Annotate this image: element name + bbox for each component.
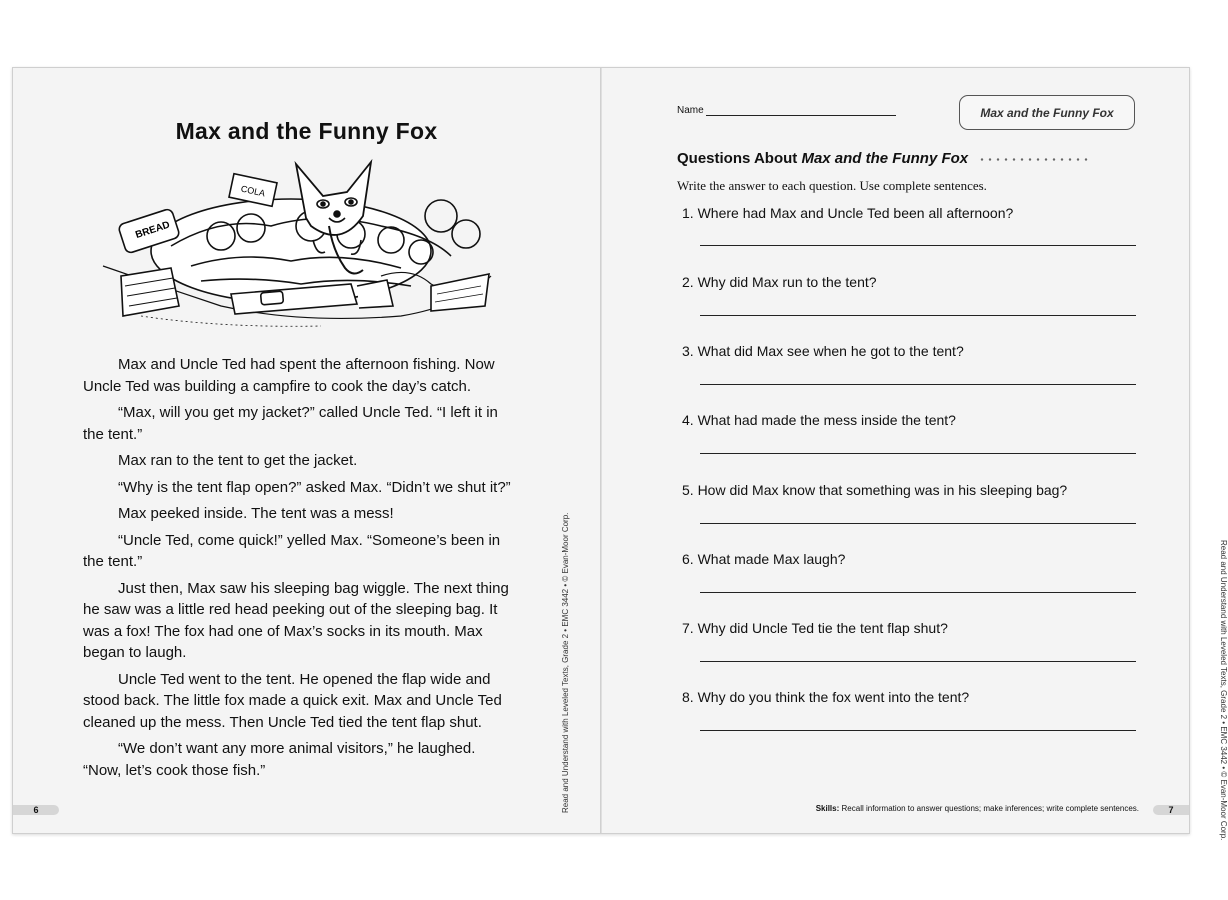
skills-footer bbox=[816, 804, 1139, 813]
questions-heading-prefix: Questions About bbox=[677, 150, 798, 167]
name-field bbox=[677, 105, 896, 116]
story-paragraph: “Uncle Ted, come quick!” yelled Max. “Someone’s been in the tent.” bbox=[83, 531, 501, 570]
questions-heading-title: Max and the Funny Fox bbox=[801, 150, 969, 167]
answer-line bbox=[700, 245, 1136, 246]
story-paragraph: Uncle Ted went to the tent. He opened the flap wide and stood back. The little fox made a quick exit. Max and Uncle Ted cleaned up the mess. Then Uncle Ted tied the tent flap shut. bbox=[83, 670, 502, 731]
left-copyright-credit: Read and Understand with Leveled Texts, Grade 2 • EMC 3442 • © Evan-Moor Corp. bbox=[561, 512, 570, 813]
story-paragraph: “We don’t want any more animal visitors,” he laughed. “Now, let’s cook those fish.” bbox=[83, 740, 476, 779]
bread-bag-label: BREAD bbox=[134, 219, 172, 242]
left-page bbox=[13, 68, 600, 833]
question: 3. What did Max see when he got to the tent? bbox=[682, 343, 964, 359]
story-paragraph: “Max, will you get my jacket?” called Uncle Ted. “I left it in the tent.” bbox=[83, 404, 498, 443]
right-copyright-credit: Read and Understand with Leveled Texts, Grade 2 • EMC 3442 • © Evan-Moor Corp. bbox=[1219, 540, 1228, 841]
question: 8. Why do you think the fox went into the tent? bbox=[682, 689, 970, 705]
title-tab: Max and the Funny Fox bbox=[959, 95, 1135, 130]
instructions: Write the answer to each question. Use complete sentences. bbox=[677, 178, 987, 193]
book-spread bbox=[12, 67, 1228, 841]
answer-line bbox=[700, 661, 1136, 662]
answer-line bbox=[700, 315, 1136, 316]
story-text bbox=[83, 354, 513, 786]
right-page bbox=[602, 68, 1228, 841]
fox-in-tent-illustration bbox=[101, 156, 493, 328]
answer-line bbox=[700, 384, 1136, 385]
right-page-number: 7 bbox=[1153, 805, 1189, 815]
question: 7. Why did Uncle Ted tie the tent flap shut? bbox=[682, 620, 948, 636]
skills-text: Recall information to answer questions; make inferences; write complete sentences. bbox=[841, 804, 1139, 813]
left-page-number: 6 bbox=[13, 805, 59, 815]
answer-line bbox=[700, 523, 1136, 524]
question: 2. Why did Max run to the tent? bbox=[682, 274, 877, 290]
story-title: Max and the Funny Fox bbox=[175, 118, 438, 144]
question: 1. Where had Max and Uncle Ted been all afternoon? bbox=[682, 205, 1014, 221]
question: 5. How did Max know that something was in his sleeping bag? bbox=[682, 482, 1068, 498]
question: 6. What made Max laugh? bbox=[682, 551, 846, 567]
cola-box-label: COLA bbox=[240, 183, 267, 199]
answer-line bbox=[700, 592, 1136, 593]
skills-label: Skills: bbox=[815, 804, 840, 813]
story-paragraph: Max and Uncle Ted had spent the afternoon fishing. Now Uncle Ted was building a campfire to cook the day’s catch. bbox=[83, 356, 495, 395]
story-paragraph: “Why is the tent flap open?” asked Max. “Didn’t we shut it?” bbox=[118, 478, 511, 496]
story-paragraph: Max peeked inside. The tent was a mess! bbox=[118, 505, 394, 522]
questions-heading bbox=[677, 150, 1088, 167]
answer-line bbox=[700, 453, 1136, 454]
story-paragraph: Just then, Max saw his sleeping bag wiggle. The next thing he saw was a little red head peeking out of the sleeping bag. It was a fox! The fox had one of Max’s socks in its mouth. Max began to laugh. bbox=[83, 579, 509, 661]
question: 4. What had made the mess inside the tent? bbox=[682, 412, 956, 428]
answer-line bbox=[700, 730, 1136, 731]
name-write-line bbox=[706, 105, 896, 116]
story-paragraph: Max ran to the tent to get the jacket. bbox=[118, 452, 358, 469]
name-label: Name bbox=[677, 105, 704, 116]
dotted-rule bbox=[978, 158, 1088, 161]
